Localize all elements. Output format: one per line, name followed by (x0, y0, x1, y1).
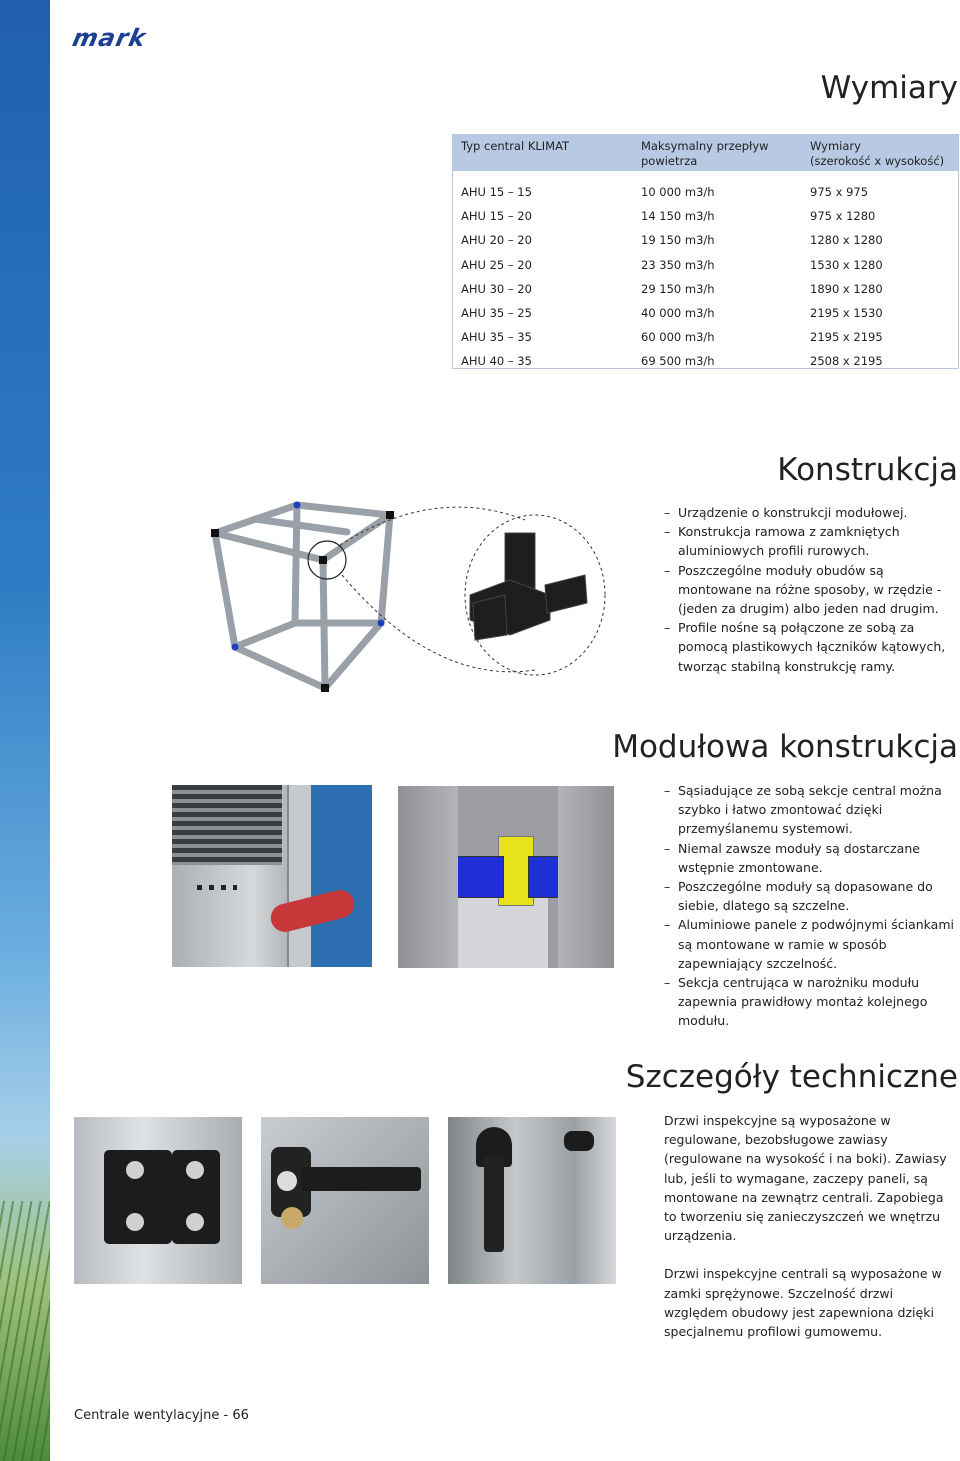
cell-flow: 40 000 m3/h (641, 305, 715, 320)
decorative-sidebar (0, 0, 50, 1461)
header-col-type: Typ central KLIMAT (461, 139, 570, 153)
cell-dimensions: 2195 x 1530 (810, 305, 883, 320)
cell-dimensions: 2508 x 2195 (810, 354, 883, 369)
module-connector-photo (172, 785, 372, 967)
table-row (453, 252, 958, 276)
list-item: – Poszczególne moduły obudów są montowane na różne sposoby, w rzędzie - (jeden za drugim) albo jeden nad drugim. (664, 561, 960, 619)
list-item: – Konstrukcja ramowa z zamkniętych aluminiowych profili rurowych. (664, 522, 960, 560)
cell-flow: 29 150 m3/h (641, 281, 715, 296)
paragraph-locks: Drzwi inspekcyjne centrali są wyposażone w zamki sprężynowe. Szczelność drzwi względem obudowy jest zapewniona dzięki specjalnemu profilowi gumowemu. (664, 1266, 942, 1340)
cell-flow: 23 350 m3/h (641, 257, 715, 272)
header-col-flow (641, 139, 769, 169)
list-item: – Urządzenie o konstrukcji modułowej. (664, 503, 960, 522)
list-item: – Sąsiadujące ze sobą sekcje central można szybko i łatwo zmontować dzięki przemyślanemu systemowi. (664, 781, 960, 839)
section-title-modulowa: Modułowa konstrukcja (612, 729, 958, 765)
header-col-flow-line2: powietrza (641, 154, 698, 168)
cell-flow: 60 000 m3/h (641, 330, 715, 345)
header-col-dimensions (810, 139, 944, 169)
cell-dimensions: 1280 x 1280 (810, 233, 883, 248)
centering-section-photo (398, 786, 614, 968)
cell-type: AHU 30 – 20 (461, 281, 532, 296)
table-row (453, 348, 958, 372)
logo-text: mark (70, 24, 149, 52)
list-item: – Sekcja centrująca w narożniku modułu zapewnia prawidłowy montaż kolejnego modułu. (664, 973, 960, 1031)
hinge-photo (74, 1117, 242, 1284)
cell-dimensions: 975 x 1280 (810, 209, 876, 224)
table-row (453, 300, 958, 324)
table-row (453, 324, 958, 348)
grass-decoration (0, 1201, 50, 1461)
frame-illustration (205, 495, 615, 700)
table-row (453, 179, 958, 203)
list-item: – Aluminiowe panele z podwójnymi ściankami są montowane w ramie w sposób zapewniający szczelność. (664, 915, 960, 973)
cell-flow: 19 150 m3/h (641, 233, 715, 248)
brand-logo (70, 24, 149, 52)
cell-type: AHU 35 – 35 (461, 330, 532, 345)
header-col-flow-line1: Maksymalny przepływ (641, 139, 769, 153)
spring-lock-photo (448, 1117, 616, 1284)
table-header (453, 135, 958, 171)
cell-type: AHU 15 – 20 (461, 209, 532, 224)
cell-type: AHU 35 – 25 (461, 305, 532, 320)
cell-flow: 10 000 m3/h (641, 185, 715, 199)
cell-type: AHU 25 – 20 (461, 257, 532, 272)
page-footer: Centrale wentylacyjne - 66 (74, 1408, 249, 1423)
list-item: – Profile nośne są połączone ze sobą za pomocą plastikowych łączników kątowych, tworząc stabilną konstrukcję ramy. (664, 618, 960, 676)
list-item: – Niemal zawsze moduły są dostarczane wstępnie zmontowane. (664, 839, 960, 877)
cell-flow: 69 500 m3/h (641, 354, 715, 369)
handle-photo (261, 1117, 429, 1284)
section-title-wymiary: Wymiary (820, 70, 958, 106)
cell-type: AHU 15 – 15 (461, 185, 532, 199)
konstrukcja-text (664, 503, 960, 676)
header-col-dim-line2: (szerokość x wysokość) (810, 154, 945, 168)
table-row (453, 276, 958, 300)
cell-dimensions: 975 x 975 (810, 185, 869, 199)
section-title-konstrukcja: Konstrukcja (777, 452, 958, 488)
cell-dimensions: 2195 x 2195 (810, 330, 883, 345)
header-col-dim-line1: Wymiary (810, 139, 861, 153)
cell-flow: 14 150 m3/h (641, 209, 715, 224)
cell-dimensions: 1530 x 1280 (810, 257, 883, 272)
dimensions-table (452, 134, 959, 369)
szczegoly-text (664, 1111, 954, 1341)
table-row (453, 203, 958, 227)
cell-type: AHU 20 – 20 (461, 233, 532, 248)
paragraph-hinges: Drzwi inspekcyjne są wyposażone w regulowane, bezobsługowe zawiasy (regulowane na wysokość i na boki). Zawiasy lub, jeśli to wymagane, zaczepy paneli, są montowane na zewnątrz centrali. Zapobiega to tworzeniu się zanieczyszczeń we wnętrzu urządzenia. (664, 1113, 947, 1244)
section-title-szczegoly: Szczegóły techniczne (625, 1059, 958, 1095)
table-row (453, 227, 958, 251)
cell-dimensions: 1890 x 1280 (810, 281, 883, 296)
cell-type: AHU 40 – 35 (461, 354, 532, 369)
list-item: – Poszczególne moduły są dopasowane do siebie, dlatego są szczelne. (664, 877, 960, 915)
modulowa-text (664, 781, 960, 1031)
